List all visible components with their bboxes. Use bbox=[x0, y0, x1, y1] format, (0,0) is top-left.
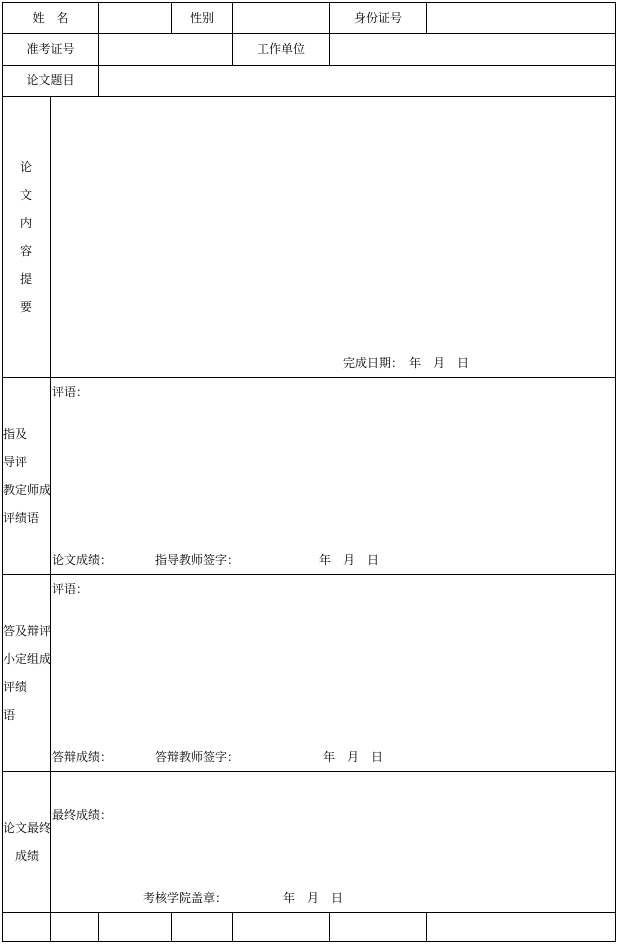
advisor-comment-label: 评语： bbox=[52, 385, 89, 399]
gender-field[interactable] bbox=[233, 3, 329, 33]
advisor-signature-label: 指导教师签字： bbox=[155, 553, 240, 567]
exam-number-field[interactable] bbox=[99, 34, 232, 65]
id-number-field[interactable] bbox=[427, 3, 615, 33]
name-field[interactable] bbox=[99, 3, 171, 33]
abstract-content-area[interactable] bbox=[51, 97, 615, 347]
abstract-label: 论 文 内 容 提 要 bbox=[19, 160, 32, 314]
thesis-grade-label: 论文成绩： bbox=[52, 553, 113, 567]
final-date: 年 月 日 bbox=[283, 891, 344, 905]
final-grade-area[interactable] bbox=[51, 825, 615, 885]
workplace-field[interactable] bbox=[330, 34, 615, 65]
defense-section-label: 答及辩评 小定组成 评绩 语 bbox=[3, 624, 52, 722]
advisor-comment-area[interactable] bbox=[51, 402, 615, 542]
workplace-label: 工作单位 bbox=[256, 42, 305, 56]
thesis-title-label: 论文题目 bbox=[26, 73, 75, 87]
exam-number-label: 准考证号 bbox=[26, 42, 75, 56]
id-number-label: 身份证号 bbox=[353, 11, 402, 25]
advisor-section-label: 指及 导评 教定师成 评绩语 bbox=[3, 427, 52, 525]
defense-grade-label: 答辩成绩： bbox=[52, 750, 113, 764]
defense-date: 年 月 日 bbox=[323, 750, 384, 764]
college-seal-label: 考核学院盖章： bbox=[143, 891, 228, 905]
advisor-date: 年 月 日 bbox=[319, 553, 380, 567]
final-grade-label: 最终成绩： bbox=[52, 808, 113, 822]
completion-date: 完成日期： 年 月 日 bbox=[343, 356, 470, 370]
final-grade-section-label: 论文最终 成绩 bbox=[3, 821, 52, 863]
defense-comment-area[interactable] bbox=[51, 599, 615, 739]
defense-signature-label: 答辩教师签字： bbox=[155, 750, 240, 764]
name-label: 姓 名 bbox=[32, 11, 69, 25]
defense-comment-label: 评语： bbox=[52, 582, 89, 596]
gender-label: 性别 bbox=[189, 11, 214, 25]
thesis-title-field[interactable] bbox=[99, 66, 615, 96]
